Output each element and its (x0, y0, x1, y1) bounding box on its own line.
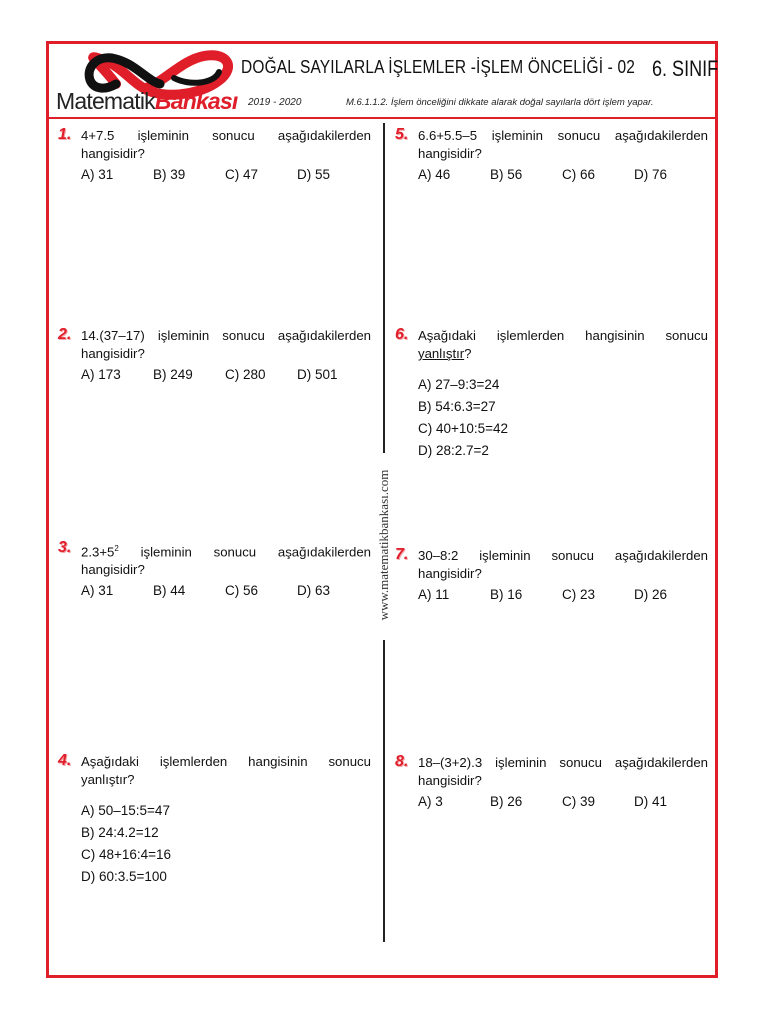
option-c[interactable]: C) 39 (562, 794, 596, 809)
answer-options (418, 794, 708, 809)
option-a[interactable]: A) 31 (81, 583, 114, 599)
option-b[interactable]: B) 249 (153, 367, 193, 382)
option-c[interactable]: C) 23 (562, 587, 596, 602)
column-divider-bottom (383, 640, 385, 942)
question-number: 8. (395, 753, 409, 770)
option-d[interactable]: D) 60:3.5=100 (81, 869, 167, 884)
option-d[interactable]: D) 26 (634, 587, 668, 602)
option-d[interactable]: D) 55 (297, 167, 331, 182)
option-b[interactable]: B) 44 (153, 583, 186, 599)
answer-options (418, 374, 708, 462)
option-b[interactable]: B) 26 (490, 794, 523, 809)
question-number: 2. (58, 326, 72, 343)
question-text: 30–8:2 işleminin sonucu aşağıdakilerden hangisidir? (418, 548, 708, 581)
exponent: 2 (114, 544, 119, 553)
answer-options (418, 167, 708, 182)
option-c[interactable]: C) 66 (562, 167, 596, 182)
page-title: DOĞAL SAYILARLA İŞLEMLER -İŞLEM ÖNCELİĞİ - 02 (241, 57, 636, 77)
option-a[interactable]: A) 11 (418, 587, 450, 602)
watermark-url: www.matematikbankası.com (376, 469, 391, 621)
question-number: 6. (395, 326, 409, 343)
option-b[interactable]: B) 39 (153, 167, 186, 182)
question-number: 3. (58, 539, 72, 556)
option-c[interactable]: C) 48+16:4=16 (81, 847, 172, 862)
option-b[interactable]: B) 24:4.2=12 (81, 825, 159, 840)
answer-options (81, 583, 371, 598)
question-number: 7. (395, 546, 409, 563)
option-b[interactable]: B) 54:6.3=27 (418, 399, 496, 414)
question-text: 14.(37–17) işleminin sonucu aşağıdakilerden hangisidir? (81, 328, 371, 361)
question-3 (58, 539, 371, 599)
question-text-pre: 2.3+5 (81, 544, 115, 560)
question-number: 5. (395, 126, 409, 143)
option-a[interactable]: A) 173 (81, 367, 121, 382)
question-2 (58, 326, 371, 382)
question-text (418, 327, 708, 363)
option-b[interactable]: B) 56 (490, 167, 523, 182)
brand-wordmark (56, 88, 238, 115)
answer-options (81, 800, 371, 888)
option-c[interactable]: C) 280 (225, 367, 266, 382)
option-d[interactable]: D) 63 (297, 583, 331, 599)
option-a[interactable]: A) 3 (418, 794, 443, 809)
option-c[interactable]: C) 40+10:5=42 (418, 421, 509, 436)
column-divider-top (383, 123, 385, 453)
question-8 (395, 753, 708, 809)
question-text: 6.6+5.5–5 işleminin sonucu aşağıdakilerden hangisidir? (418, 128, 708, 161)
brand-bold: Bankası (154, 88, 238, 114)
question-text: 18–(3+2).3 işleminin sonucu aşağıdakilerden hangisidir? (418, 755, 708, 788)
question-4 (58, 752, 371, 888)
answer-options (418, 587, 708, 602)
option-c[interactable]: C) 47 (225, 167, 259, 182)
question-7 (395, 546, 708, 602)
grade-label: 6. SINIF (652, 56, 719, 81)
option-b[interactable]: B) 16 (490, 587, 523, 602)
question-5 (395, 126, 708, 182)
option-a[interactable]: A) 27–9:3=24 (418, 377, 500, 392)
option-d[interactable]: D) 41 (634, 794, 668, 809)
option-a[interactable]: A) 31 (81, 167, 114, 182)
question-text-post: işleminin sonucu aşağıdakilerden hangisidir? (81, 544, 371, 578)
option-a[interactable]: A) 50–15:5=47 (81, 803, 170, 818)
question-text: 4+7.5 işleminin sonucu aşağıdakilerden hangisidir? (81, 128, 371, 161)
option-a[interactable]: A) 46 (418, 167, 451, 182)
question-number: 4. (58, 752, 72, 769)
answer-options (81, 167, 371, 182)
school-year: 2019 - 2020 (248, 97, 302, 108)
question-6 (395, 326, 708, 462)
learning-objective: M.6.1.1.2. İşlem önceliğini dikkate alarak doğal sayılarla dört işlem yapar. (346, 97, 654, 108)
option-d[interactable]: D) 76 (634, 167, 668, 182)
brand-light: Matematik (56, 88, 155, 114)
question-text: Aşağıdaki işlemlerden hangisinin sonucu yanlıştır? (81, 754, 371, 787)
option-c[interactable]: C) 56 (225, 583, 259, 599)
question-text-pre: Aşağıdaki işlemlerden hangisinin sonucu (418, 328, 708, 343)
option-d[interactable]: D) 501 (297, 367, 338, 382)
question-number: 1. (58, 126, 72, 143)
question-text-post: ? (464, 346, 472, 361)
header-divider (49, 117, 715, 119)
question-text (81, 540, 371, 579)
underlined-word: yanlıştır (418, 346, 465, 361)
answer-options (81, 367, 371, 382)
question-1 (58, 126, 371, 182)
option-d[interactable]: D) 28:2.7=2 (418, 443, 489, 458)
